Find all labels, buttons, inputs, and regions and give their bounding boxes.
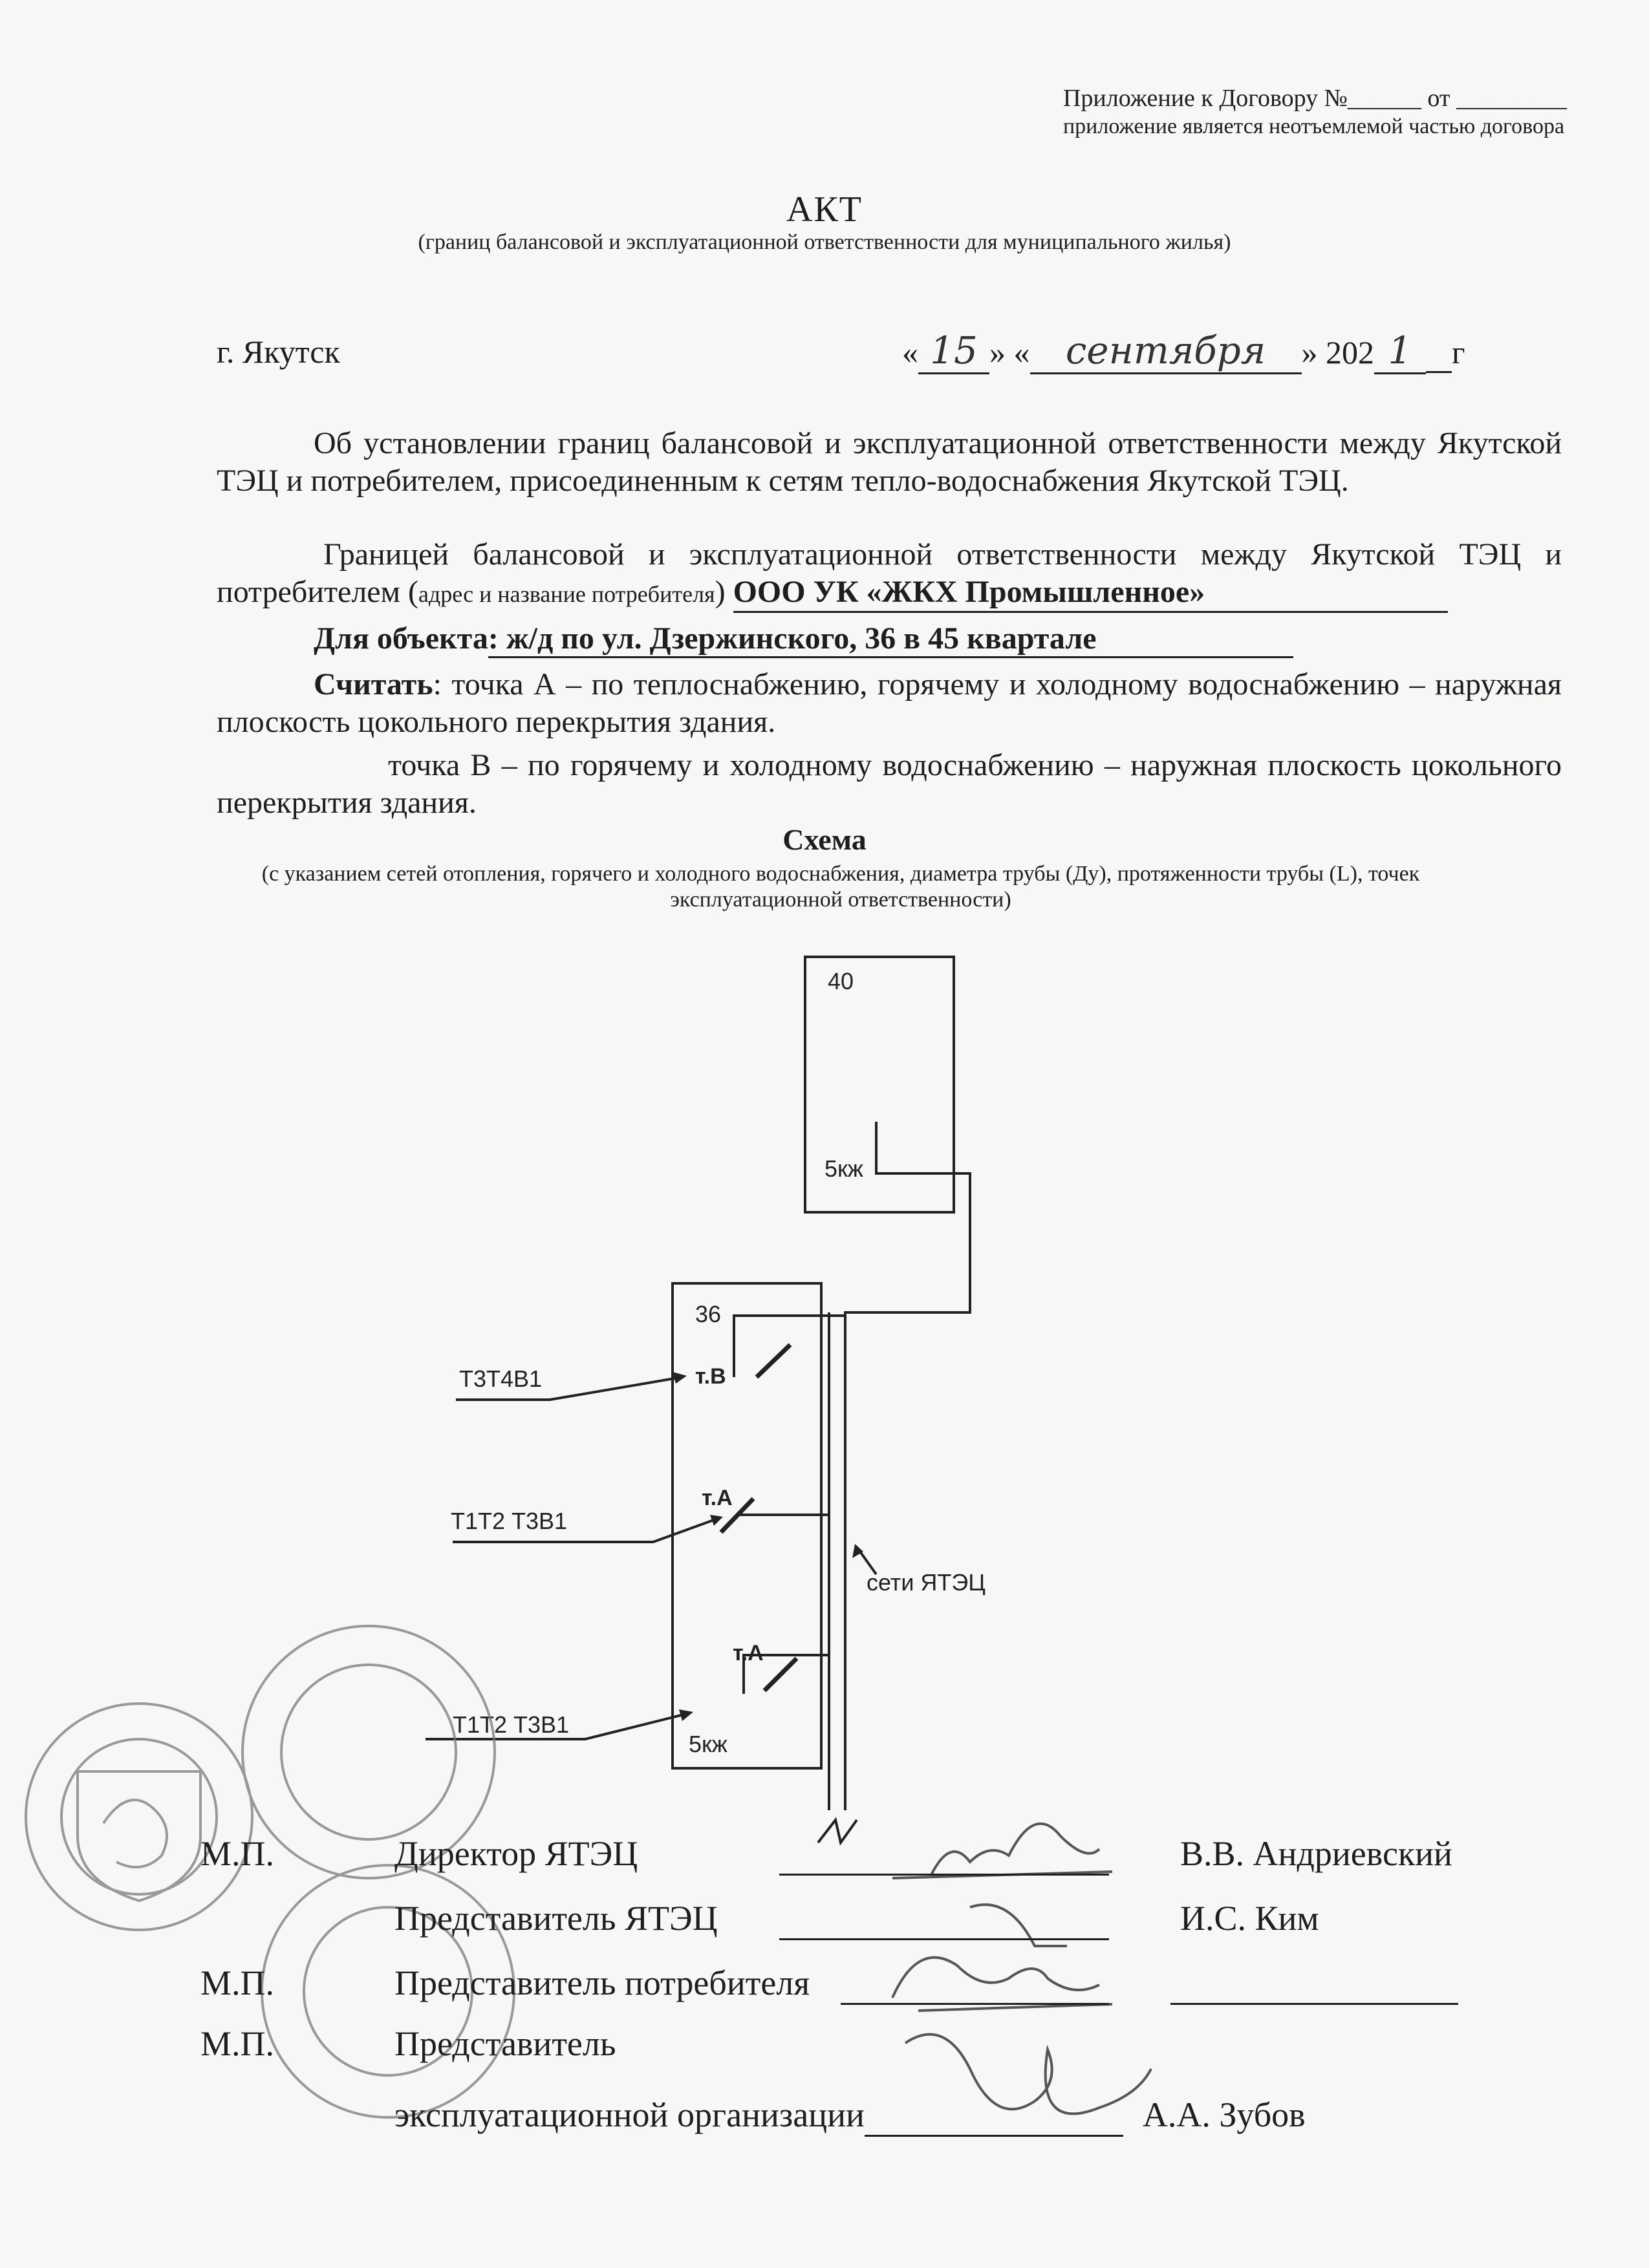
count-label: Считать [314,667,433,701]
date-close-quote: » 202 [1301,334,1374,370]
stamp-2-inner [281,1665,456,1839]
sig-1-role: Директор ЯТЭЦ [394,1834,638,1873]
city: г. Якутск [217,334,340,370]
scheme-subtitle: (с указанием сетей отопления, горячего и холодного водоснабжения, диаметра трубы (Ду), протяженности трубы (L), точек эксплуатационной ответственности) [261,862,1420,912]
date-year-suffix: г [1452,334,1465,370]
sig-4-name: А.А. Зубов [1142,2095,1306,2134]
point-a-text: : точка А – по теплоснабжению, горячему и холодному водоснабжению – наружная плоскость цокольного перекрытия здания. [217,667,1562,739]
sig-3-name-line [1170,1963,1458,2005]
sig-row-3 [200,1963,1494,2005]
sig-4-role: Представитель [394,2024,616,2063]
point-a2-label: т.А [733,1641,764,1665]
sig-3-line [841,1963,1109,2005]
act-subtitle: (границ балансовой и эксплуатационной ответственности для муниципального жилья) [418,230,1231,254]
network-label: сети ЯТЭЦ [867,1569,986,1596]
date-mid-quote: » « [989,334,1030,370]
sig-3-role: Представитель потребителя [394,1963,810,2002]
paragraph-1: Об установлении границ балансовой и эксплуатационной ответственности между Якутской ТЭЦ и потребителем, присоединенным к сетям тепло-водоснабжения Якутской ТЭЦ. [217,426,1562,498]
pipe-label-3: Т1Т2 Т3В1 [453,1711,570,1738]
main-building-label: 36 [695,1301,722,1327]
sig-1-name: В.В. Андриевский [1180,1834,1452,1873]
sig-2-line [779,1898,1109,1940]
consumer-name-text: ООО УК «ЖКХ Промышленное» [733,575,1205,609]
sig-4-line [865,2095,1123,2137]
sig-3-mp: М.П. [200,1963,275,2002]
sig-1-mp: М.П. [200,1834,275,1873]
main-building-node: 5кж [689,1731,727,1757]
appendix-line: Приложение к Договору №______ от _________ [1062,85,1567,112]
sig-4-role2: эксплуатационной организации [394,2095,865,2134]
stamp-1-bird [103,1800,167,1867]
sig-row-1 [200,1834,1494,1876]
date-year-digit: 1 [1374,328,1426,374]
sig-4-mp: М.П. [200,2024,275,2063]
sig-2-role: Представитель ЯТЭЦ [394,1899,718,1938]
sig-1-line [779,1834,1109,1876]
paragraph-2-start: Границей балансовой и эксплуатационной ответственности между Якутской ТЭЦ и потребителем ( [217,537,1562,609]
top-building-label: 40 [828,968,854,994]
sig-row-4b [394,2095,1494,2137]
appendix-note: приложение является неотъемлемой частью договора [1062,114,1565,138]
stamp-1-outer [26,1704,252,1930]
point-b-label: т.В [695,1364,726,1389]
point-a1-label: т.А [702,1486,733,1510]
pipe-label-2: Т1Т2 Т3В1 [451,1508,568,1534]
sig-row-4 [200,2024,1494,2064]
point-b-paragraph: точка В – по горячему и холодному водоснабжению – наружная плоскость цокольного перекрытия здания. [217,748,1562,820]
sig-2-name: И.С. Ким [1180,1899,1319,1938]
sig-row-2 [200,1898,1494,1940]
scheme-title: Схема [782,823,867,856]
object-value: : ж/д по ул. Дзержинского, 36 в 45 квартале [488,621,1293,658]
date-open-quote: « [902,334,918,370]
date-day: 15 [918,328,989,374]
paragraph-2-close: ) [715,575,726,609]
paragraph-2-small: адрес и название потребителя [418,581,715,607]
pipe-label-1: Т3Т4В1 [459,1365,543,1392]
stamp-1-inner [61,1739,217,1894]
date-month: сентября [1030,328,1302,374]
top-building-node: 5кж [824,1155,863,1182]
act-title: АКТ [786,189,863,230]
object-label: Для объекта [314,621,488,656]
